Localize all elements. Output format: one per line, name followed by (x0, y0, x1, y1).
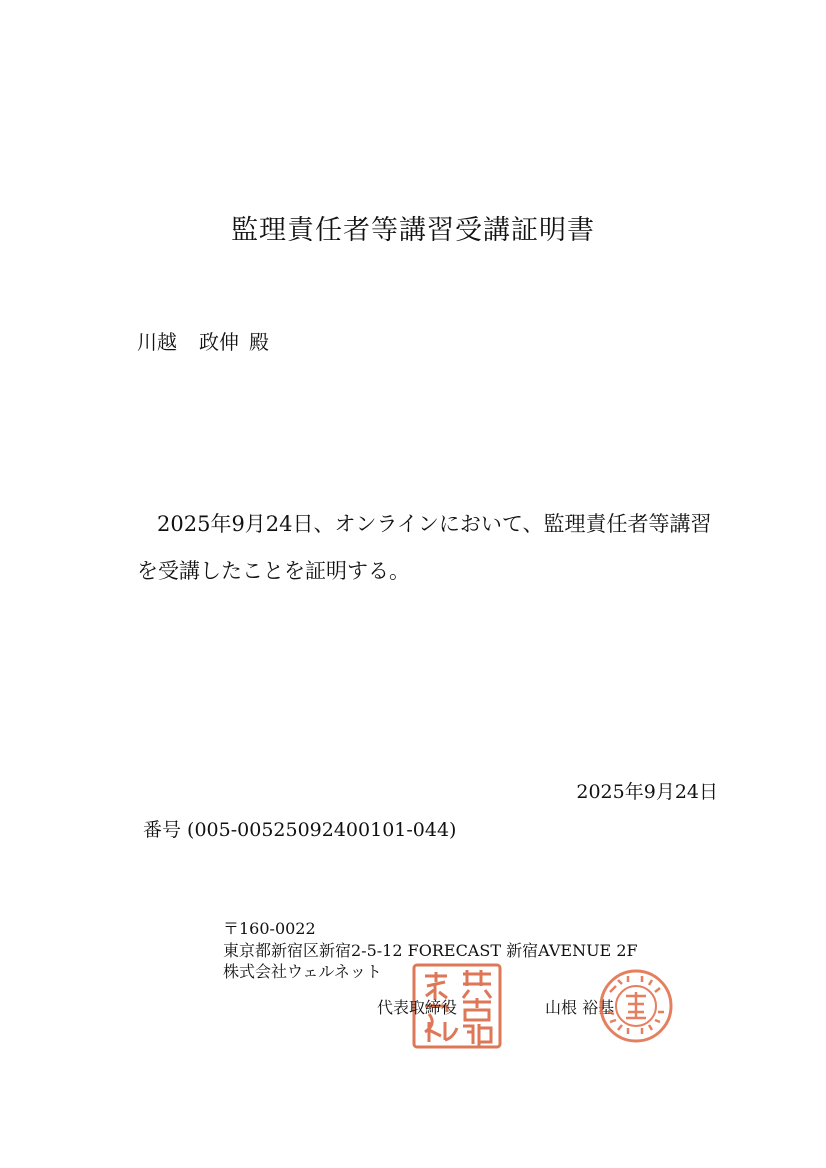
recipient-family-name: 川越 (137, 330, 177, 354)
representative-seal-stamp (598, 968, 674, 1044)
issuer-address: 東京都新宿区新宿2-5-12 FORECAST 新宿AVENUE 2F (223, 941, 638, 960)
certificate-number: 番号 (005-00525092400101-044) (143, 819, 457, 841)
representative-title: 代表取締役 (377, 998, 458, 1017)
representative-name: 山根 裕基 (545, 998, 615, 1017)
recipient-line (137, 326, 269, 355)
certificate-title: 監理責任者等講習受講証明書 (231, 215, 595, 246)
issuer-postal-code: 〒160-0022 (223, 919, 316, 938)
recipient-given-name: 政伸 (199, 330, 239, 354)
recipient-honorific: 殿 (249, 330, 269, 354)
issuer-company: 株式会社ウェルネット (223, 962, 382, 981)
certificate-body-line-1: 2025年9月24日、オンラインにおいて、監理責任者等講習 (157, 512, 712, 536)
certificate-body-line-2: を受講したことを証明する。 (137, 559, 410, 583)
issue-date: 2025年9月24日 (576, 781, 718, 803)
